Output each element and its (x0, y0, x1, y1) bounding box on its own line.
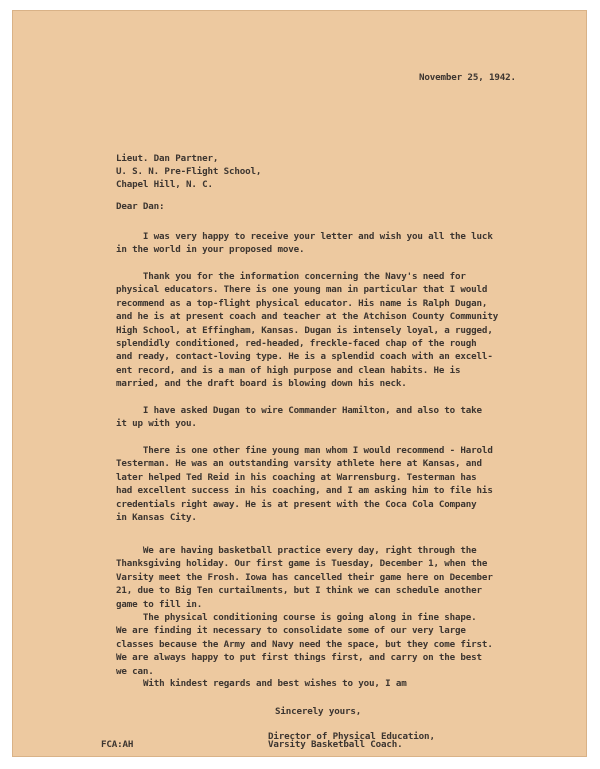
text-line: splendidly conditioned, red-headed, freckle-faced chap of the rough (116, 338, 477, 350)
text-line: recommend as a top-flight physical educator. His name is Ralph Dugan, (116, 297, 488, 309)
address-line: Lieut. Dan Partner, (116, 153, 219, 164)
paragraph-1 (116, 230, 536, 257)
address-line: U. S. N. Pre-Flight School, (116, 166, 262, 177)
letter-body (13, 11, 586, 756)
paragraph-5 (116, 544, 536, 611)
text-line: I have asked Dugan to wire Commander Hamilton, and also to take (116, 405, 482, 416)
text-line: married, and the draft board is blowing down his neck. (116, 378, 407, 390)
text-line: physical educators. There is one young man in particular that I would (116, 284, 488, 296)
address-line: Chapel Hill, N. C. (116, 179, 213, 190)
text-line: There is one other fine young man whom I would recommend - Harold (116, 445, 493, 456)
letter-page (13, 11, 586, 756)
text-line: 21, due to Big Ten curtailments, but I think we can schedule another (116, 585, 482, 597)
typist-initials: FCA:AH (101, 739, 134, 750)
signature-title: Varsity Basketball Coach. (268, 739, 403, 750)
text-line: game to fill in. (116, 598, 203, 610)
text-line: and ready, contact-loving type. He is a splendid coach with an excell- (116, 351, 493, 363)
sign-off: Sincerely yours, (275, 706, 362, 717)
text-line: Varsity meet the Frosh. Iowa has cancelled their game here on December (116, 571, 493, 583)
text-line: High School, at Effingham, Kansas. Dugan is intensely loyal, a rugged, (116, 324, 493, 336)
text-line: The physical conditioning course is going along in fine shape. (116, 612, 477, 623)
text-line: credentials right away. He is at present with the Coca Cola Company (116, 498, 477, 510)
text-line: classes because the Army and Navy need the space, but they come first. (116, 638, 493, 650)
text-line: I was very happy to receive your letter and wish you all the luck (116, 231, 493, 242)
text-line: ent record, and is a man of high purpose and clean habits. He is (116, 364, 461, 376)
signature-title: Director of Physical Education, (268, 731, 435, 742)
text-line: had excellent success in his coaching, and I am asking him to file his (116, 485, 493, 497)
paragraph-6 (116, 611, 536, 678)
text-line: We are finding it necessary to consolidate some of our very large (116, 625, 466, 637)
text-line: we can. (116, 665, 154, 677)
text-line: and he is at present coach and teacher at the Atchison County Community (116, 311, 499, 323)
recipient-address (116, 152, 261, 191)
text-line: later helped Ted Reid in his coaching at Warrensburg. Testerman has (116, 471, 477, 483)
text-line: in the world in your proposed move. (116, 244, 305, 256)
paragraph-4 (116, 444, 536, 524)
text-line: Thank you for the information concerning the Navy's need for (116, 271, 466, 282)
salutation: Dear Dan: (116, 201, 165, 212)
paragraph-3 (116, 404, 536, 431)
text-line: Testerman. He was an outstanding varsity athlete here at Kansas, and (116, 458, 482, 470)
paragraph-2 (116, 270, 536, 391)
text-line: We are having basketball practice every day, right through the (116, 545, 477, 556)
letter-date: November 25, 1942. (419, 72, 516, 83)
text-line: Thanksgiving holiday. Our first game is Tuesday, December 1, when the (116, 558, 488, 570)
signature-block (268, 733, 435, 749)
text-line: We are always happy to put first things first, and carry on the best (116, 652, 482, 664)
text-line: it up with you. (116, 418, 197, 430)
closing-line: With kindest regards and best wishes to you, I am (143, 678, 407, 689)
text-line: in Kansas City. (116, 512, 197, 524)
